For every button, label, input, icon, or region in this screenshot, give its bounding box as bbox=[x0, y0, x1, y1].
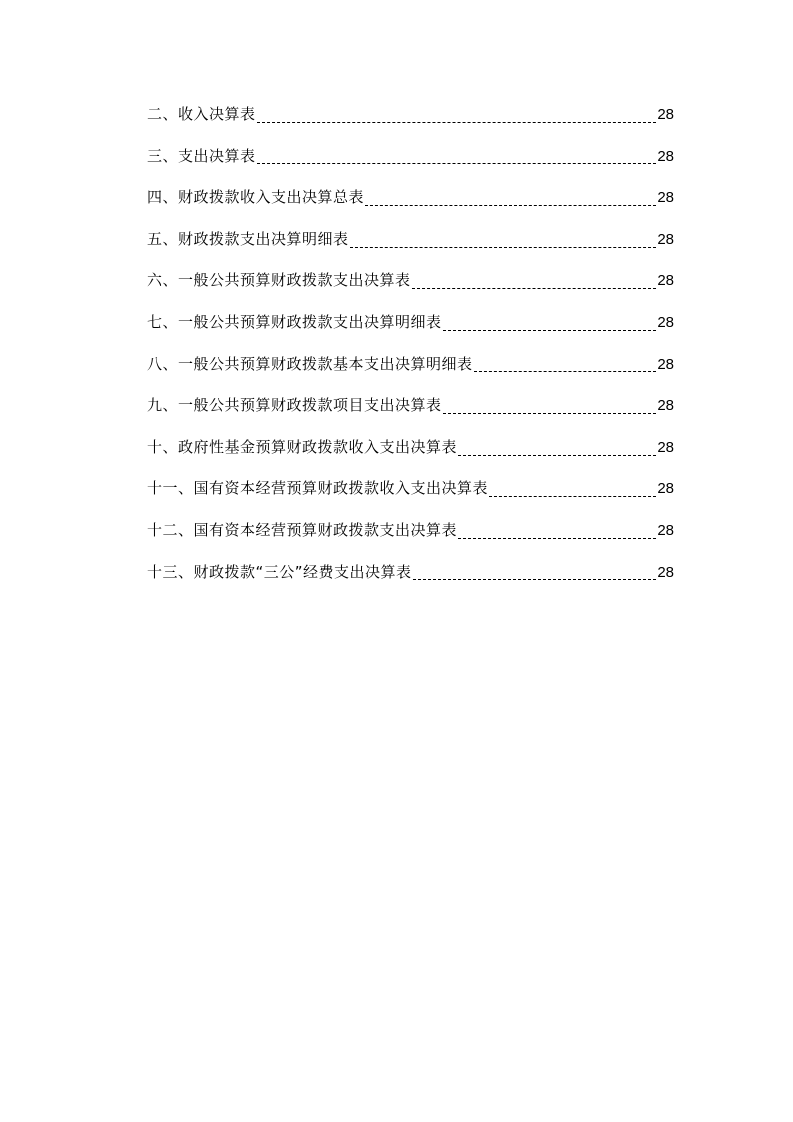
toc-entry-page: 28 bbox=[657, 106, 674, 123]
toc-entry-page: 28 bbox=[657, 355, 674, 373]
toc-entry-page: 28 bbox=[657, 521, 674, 539]
toc-entry-title: 六、一般公共预算财政拨款支出决算表 bbox=[147, 271, 411, 290]
toc-entry-title: 二、收入决算表 bbox=[147, 105, 256, 123]
toc-entry-title: 三、支出决算表 bbox=[147, 146, 256, 165]
toc-entry-page: 28 bbox=[657, 438, 674, 456]
toc-entry-page: 28 bbox=[657, 313, 674, 331]
toc-entry-title: 十二、国有资本经营预算财政拨款支出决算表 bbox=[147, 520, 458, 539]
toc-entry[interactable] bbox=[147, 229, 674, 271]
toc-leader-dashes bbox=[350, 247, 657, 248]
toc-entry[interactable] bbox=[147, 478, 674, 520]
toc-leader-dashes bbox=[365, 205, 656, 206]
toc-entry-title: 五、财政拨款支出决算明细表 bbox=[147, 229, 349, 248]
toc-entry[interactable] bbox=[147, 312, 674, 354]
toc-entry-page: 28 bbox=[657, 480, 674, 498]
toc-entry[interactable] bbox=[147, 520, 674, 562]
toc-entry[interactable] bbox=[147, 104, 674, 146]
toc-entry-title: 九、一般公共预算财政拨款项目支出决算表 bbox=[147, 396, 442, 415]
toc-entry-page: 28 bbox=[657, 147, 674, 165]
toc-entry-title: 十、政府性基金预算财政拨款收入支出决算表 bbox=[147, 437, 458, 456]
toc-leader-dashes bbox=[474, 371, 657, 372]
toc-leader-dashes bbox=[257, 122, 657, 123]
toc-entry[interactable] bbox=[147, 146, 674, 188]
toc-leader-dashes bbox=[413, 579, 657, 580]
toc-entry-page: 28 bbox=[657, 563, 674, 581]
toc-leader-dashes bbox=[443, 330, 657, 331]
toc-leader-dashes bbox=[412, 288, 657, 289]
toc-entry[interactable] bbox=[147, 354, 674, 396]
toc-entry-title: 四、财政拨款收入支出决算总表 bbox=[147, 188, 365, 207]
toc-entry-title: 十三、财政拨款“三公”经费支出决算表 bbox=[147, 562, 412, 581]
toc-entry-title: 八、一般公共预算财政拨款基本支出决算明细表 bbox=[147, 354, 473, 373]
toc-entry-page: 28 bbox=[657, 189, 674, 207]
toc-entry-page: 28 bbox=[657, 397, 674, 415]
toc-entry[interactable] bbox=[147, 437, 674, 479]
toc-entry[interactable] bbox=[147, 270, 674, 312]
table-of-contents bbox=[147, 104, 674, 603]
toc-leader-dashes bbox=[443, 413, 657, 414]
toc-leader-dashes bbox=[458, 538, 656, 539]
toc-entry-page: 28 bbox=[657, 272, 674, 290]
toc-leader-dashes bbox=[489, 496, 656, 497]
toc-entry-title: 七、一般公共预算财政拨款支出决算明细表 bbox=[147, 312, 442, 331]
toc-leader-dashes bbox=[458, 455, 656, 456]
toc-leader-dashes bbox=[257, 163, 657, 164]
toc-entry-page: 28 bbox=[657, 230, 674, 248]
toc-entry[interactable] bbox=[147, 187, 674, 229]
toc-entry[interactable] bbox=[147, 395, 674, 437]
toc-entry[interactable] bbox=[147, 562, 674, 604]
toc-entry-title: 十一、国有资本经营预算财政拨款收入支出决算表 bbox=[147, 479, 489, 498]
